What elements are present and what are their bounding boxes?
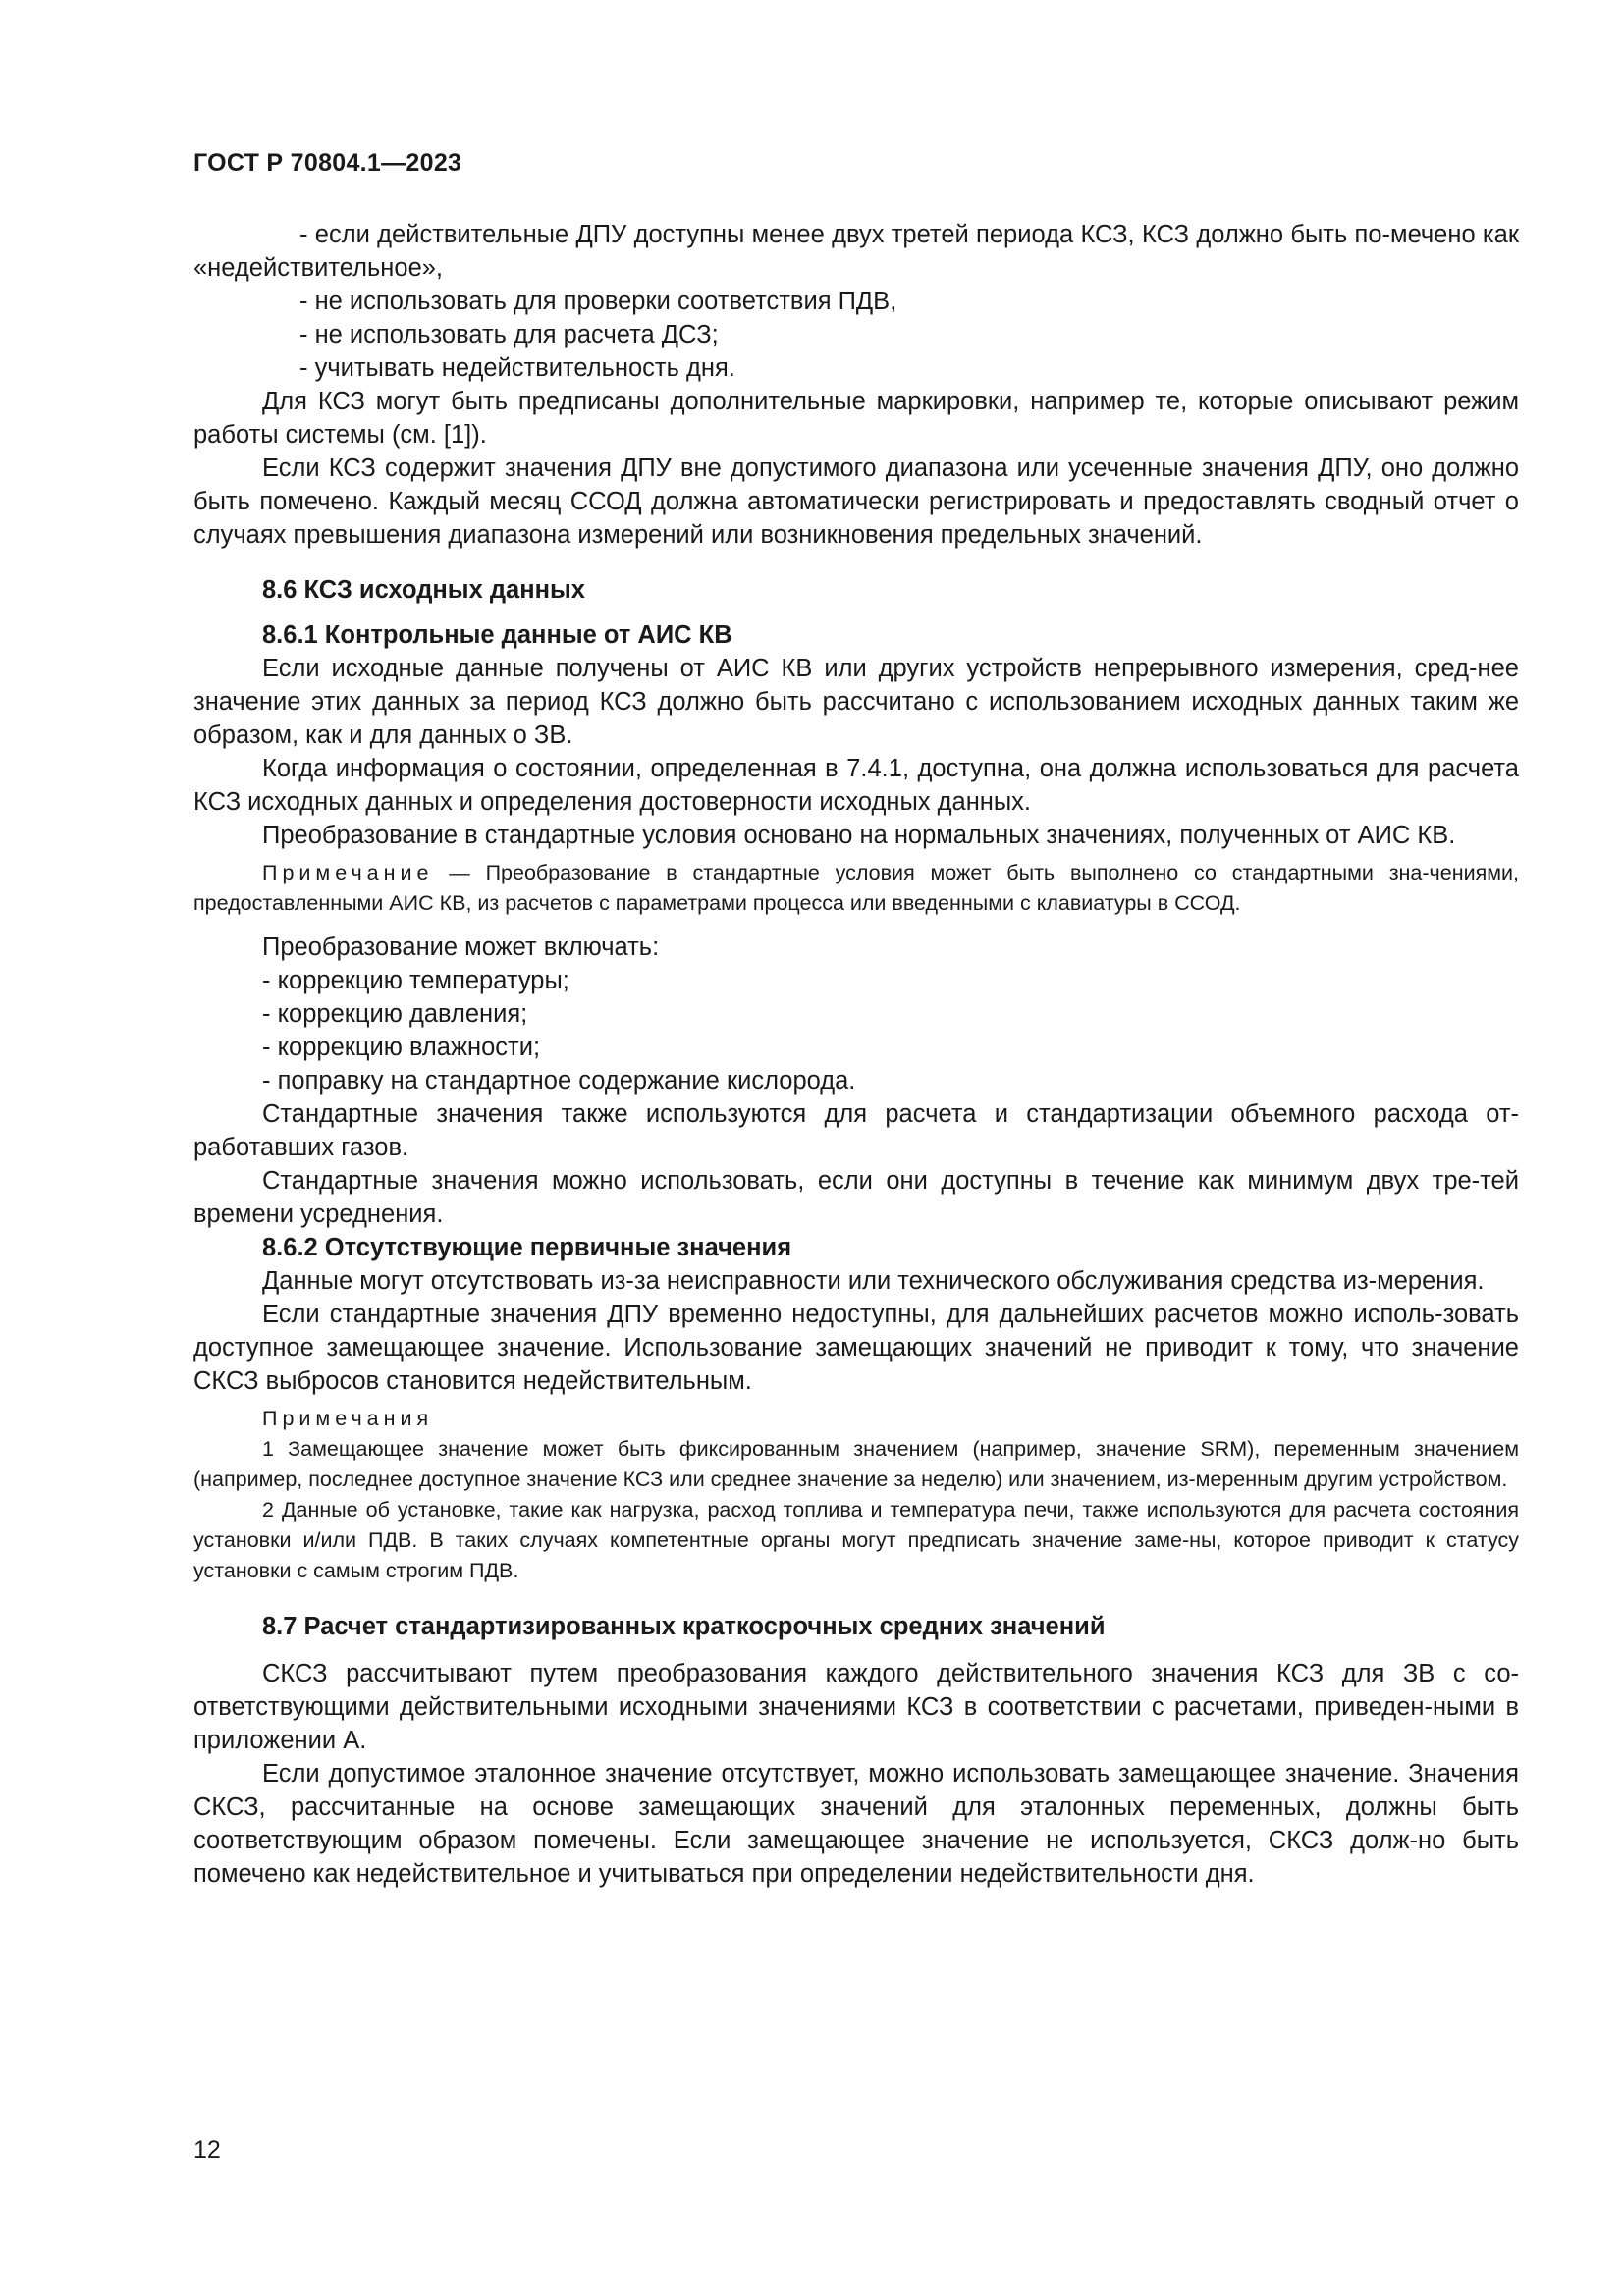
paragraph: Стандартные значения также используются для расчета и стандартизации объемного расхода от-работавших газов. — [193, 1100, 1519, 1161]
page-header-standard-id: ГОСТ Р 70804.1—2023 — [193, 149, 462, 177]
paragraph: Если исходные данные получены от АИС КВ или других устройств непрерывного измерения, сред-нее значение этих данных за период КСЗ должно быть рассчитано с использованием исходных данных таким же образом, как и для данных о ЗВ. — [193, 655, 1519, 749]
note-text: — Преобразование в стандартные условия может быть выполнено со стандартными зна-чениями, предоставленными АИС КВ, из расчетов с параметрами процесса или введенными с клавиатуры в ССОД. — [193, 861, 1519, 915]
page-number: 12 — [193, 2136, 221, 2163]
paragraph: Для КСЗ могут быть предписаны дополнительные маркировки, например те, которые описывают режим работы системы (см. [1]). — [193, 388, 1519, 449]
intro-bullet: - не использовать для расчета ДСЗ; — [299, 321, 719, 348]
subsection-heading-8-6-1: 8.6.1 Контрольные данные от АИС КВ — [262, 621, 732, 649]
notes-heading: Примечания — [262, 1407, 434, 1430]
list-item: - коррекцию давления; — [262, 1000, 528, 1028]
note-item: 1 Замещающее значение может быть фиксированным значением (например, значение SRM), переменным значением (например, последнее доступное значение КСЗ или среднее значение за неделю) или значением, из-меренным другим устройством. — [193, 1437, 1519, 1491]
paragraph: Если стандартные значения ДПУ временно недоступны, для дальнейших расчетов можно исполь-зовать доступное замещающее значение. Использование замещающих значений не приводит к тому, что значение СКСЗ выбросов становится недействительным. — [193, 1301, 1519, 1395]
page-body — [193, 218, 1519, 1891]
intro-bullet-first: - если действительные ДПУ доступны менее двух третей периода КСЗ, КСЗ должно быть по-мечено как «недействительное», — [193, 221, 1519, 282]
list-item: - поправку на стандартное содержание кислорода. — [262, 1067, 856, 1095]
list-item: - коррекцию температуры; — [262, 967, 569, 994]
intro-bullet: - не использовать для проверки соответствия ПДВ, — [299, 288, 897, 315]
note-label: Примечание — [262, 861, 434, 884]
section-heading-8-6: 8.6 КСЗ исходных данных — [262, 576, 585, 604]
paragraph: Стандартные значения можно использовать, если они доступны в течение как минимум двух тре-тей времени усреднения. — [193, 1167, 1519, 1228]
subsection-heading-8-6-2: 8.6.2 Отсутствующие первичные значения — [262, 1234, 792, 1261]
paragraph: Если допустимое эталонное значение отсутствует, можно использовать замещающее значение. Значения СКСЗ, рассчитанные на основе замещающих значений для эталонных переменных, должны быть соответствующим образом помечены. Если замещающее значение не используется, СКСЗ долж-но быть помечено как недействительное и учитываться при определении недействительности дня. — [193, 1760, 1519, 1888]
paragraph: Если КСЗ содержит значения ДПУ вне допустимого диапазона или усеченные значения ДПУ, оно должно быть помечено. Каждый месяц ССОД должна автоматически регистрировать и предоставлять сводный отчет о случаях превышения диапазона измерений или возникновения предельных значений. — [193, 454, 1519, 549]
section-heading-8-7: 8.7 Расчет стандартизированных краткосрочных средних значений — [262, 1613, 1106, 1640]
note — [193, 858, 1519, 919]
paragraph: Преобразование в стандартные условия основано на нормальных значениях, полученных от АИС КВ. — [262, 822, 1456, 849]
paragraph: Когда информация о состоянии, определенная в 7.4.1, доступна, она должна использоваться для расчета КСЗ исходных данных и определения достоверности исходных данных. — [193, 755, 1519, 816]
paragraph: СКСЗ рассчитывают путем преобразования каждого действительного значения КСЗ для ЗВ с со-ответствующими действительными исходными значениями КСЗ в соответствии с расчетами, приведен-ными в приложении А. — [193, 1660, 1519, 1754]
list-item: - коррекцию влажности; — [262, 1034, 541, 1061]
note-item: 2 Данные об установке, такие как нагрузка, расход топлива и температура печи, также используются для расчета состояния установки и/или ПДВ. В таких случаях компетентные органы могут предписать значение заме-ны, которое приводит к статусу установки с самым строгим ПДВ. — [193, 1498, 1519, 1582]
paragraph: Преобразование может включать: — [262, 934, 660, 961]
intro-bullet: - учитывать недействительность дня. — [299, 354, 735, 382]
paragraph: Данные могут отсутствовать из-за неисправности или технического обслуживания средства из-мерения. — [262, 1267, 1485, 1295]
